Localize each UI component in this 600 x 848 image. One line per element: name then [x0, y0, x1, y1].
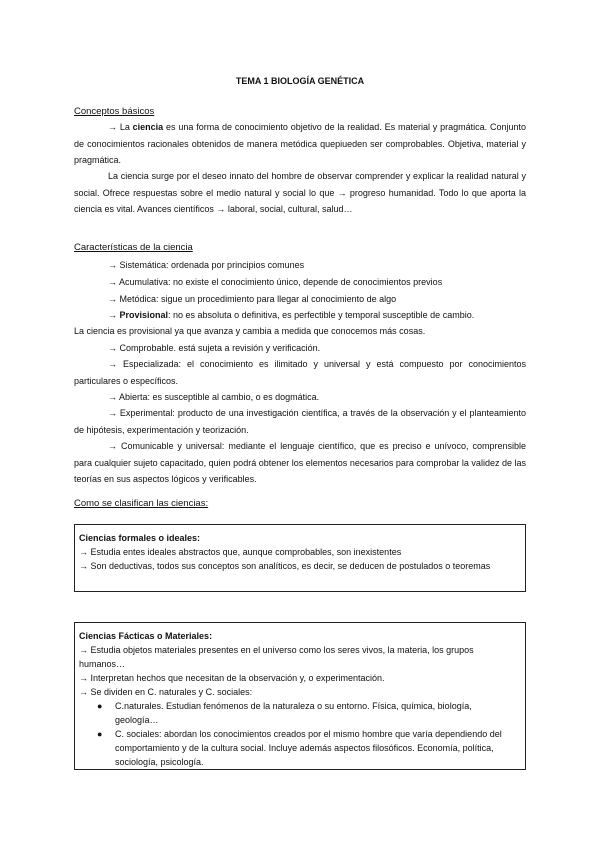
- bullet-sociales: C. sociales: abordan los conocimientos creados por el mismo hombre que varía dependiendo del comportamiento y de la cultura social. Incluye además aspectos filosóficos. Economía, política, sociología, psicología.: [115, 729, 502, 767]
- provisional-rest-text: : no es absoluta o definitiva, es perfectible y temporal susceptible de cambio.: [168, 310, 475, 320]
- section-heading-conceptos: Conceptos básicos: [74, 106, 155, 117]
- box-formales-line1: → Estudia entes ideales abstractos que, aunque comprobables, son inexistentes: [79, 547, 402, 557]
- list-item-metodica: → Metódica: sigue un procedimiento para llegar al conocimiento de algo: [108, 294, 397, 304]
- box-facticas-line2: → Interpretan hechos que necesitan de la observación y, o experimentación.: [79, 673, 385, 683]
- list-item-provisional: [108, 307, 526, 324]
- section-heading-caracteristicas: Características de la ciencia: [74, 242, 193, 253]
- list-item-experimental: → Experimental: producto de una investigación científica, a través de la observación y el planteamiento de hipótesis, experimentación y teorización.: [74, 408, 526, 435]
- arrow-text: →: [108, 310, 120, 320]
- box-facticas-line3: → Se dividen en C. naturales y C. sociales:: [79, 687, 253, 697]
- bullet-marker: ●: [97, 701, 103, 711]
- list-item-sistematica: → Sistemática: ordenada por principios comunes: [108, 260, 305, 270]
- paragraph-ciencia-origin: La ciencia surge por el deseo innato del hombre de observar comprender y explicar la realidad natural y social. Ofrece respuestas sobre el medio natural y social lo que → progreso humanidad. Todo lo que aporta la ciencia es vital. Avances científicos → laboral, social, cultural, salud…: [74, 171, 526, 214]
- paragraph-rest-text: es una forma de conocimiento objetivo de la realidad. Es material y pragmática. Conjunto de conocimientos racionales obtenidos de manera metódica quepiueden ser comprobables. Objetiva, material y pragmática.: [74, 122, 526, 165]
- list-item-provisional-continuation: La ciencia es provisional ya que avanza y cambia a medida que conocemos más cosas.: [74, 326, 426, 336]
- box-formales-line2: → Son deductivas, todos sus conceptos son analíticos, es decir, se deducen de postulados o teoremas: [79, 561, 491, 571]
- paragraph-lead-text: → La: [108, 122, 133, 132]
- bullet-naturales: C.naturales. Estudian fenómenos de la naturaleza o su entorno. Física, química, biología, geología…: [115, 701, 472, 725]
- box-facticas-line1: → Estudia objetos materiales presentes en el universo como los seres vivos, la materia, los grupos humanos…: [79, 645, 474, 669]
- section-heading-clasificacion: Como se clasifican las ciencias:: [74, 498, 209, 509]
- bold-term-ciencia: ciencia: [132, 122, 164, 132]
- box-title-formales: Ciencias formales o ideales:: [79, 533, 201, 543]
- list-item-abierta: → Abierta: es susceptible al cambio, o es dogmática.: [108, 392, 320, 402]
- bullet-marker: ●: [97, 729, 103, 739]
- list-item-acumulativa: → Acumulativa: no existe el conocimiento único, depende de conocimientos previos: [108, 277, 443, 287]
- box-ciencias-facticas: [74, 622, 526, 770]
- paragraph-ciencia-definition: [74, 119, 526, 169]
- bold-term-provisional: Provisional: [119, 310, 169, 320]
- list-item-comprobable: → Comprobable. está sujeta a revisión y verificación.: [108, 343, 321, 353]
- page-title: TEMA 1 BIOLOGÍA GENÉTICA: [235, 76, 365, 86]
- box-title-facticas: Ciencias Fácticas o Materiales:: [79, 631, 213, 641]
- list-item-comunicable: → Comunicable y universal: mediante el lenguaje científico, que es preciso e unívoco, comprensible para cualquier sujeto capacitado, quien podrá obtener los elementos necesarios para comprobar la validez de las teorías en sus aspectos lógicos y verificables.: [74, 441, 526, 484]
- list-item-especializada: → Especializada: el conocimiento es ilimitado y universal y está compuesto por conocimientos particulares o específicos.: [74, 359, 526, 386]
- box-ciencias-formales: [74, 524, 526, 592]
